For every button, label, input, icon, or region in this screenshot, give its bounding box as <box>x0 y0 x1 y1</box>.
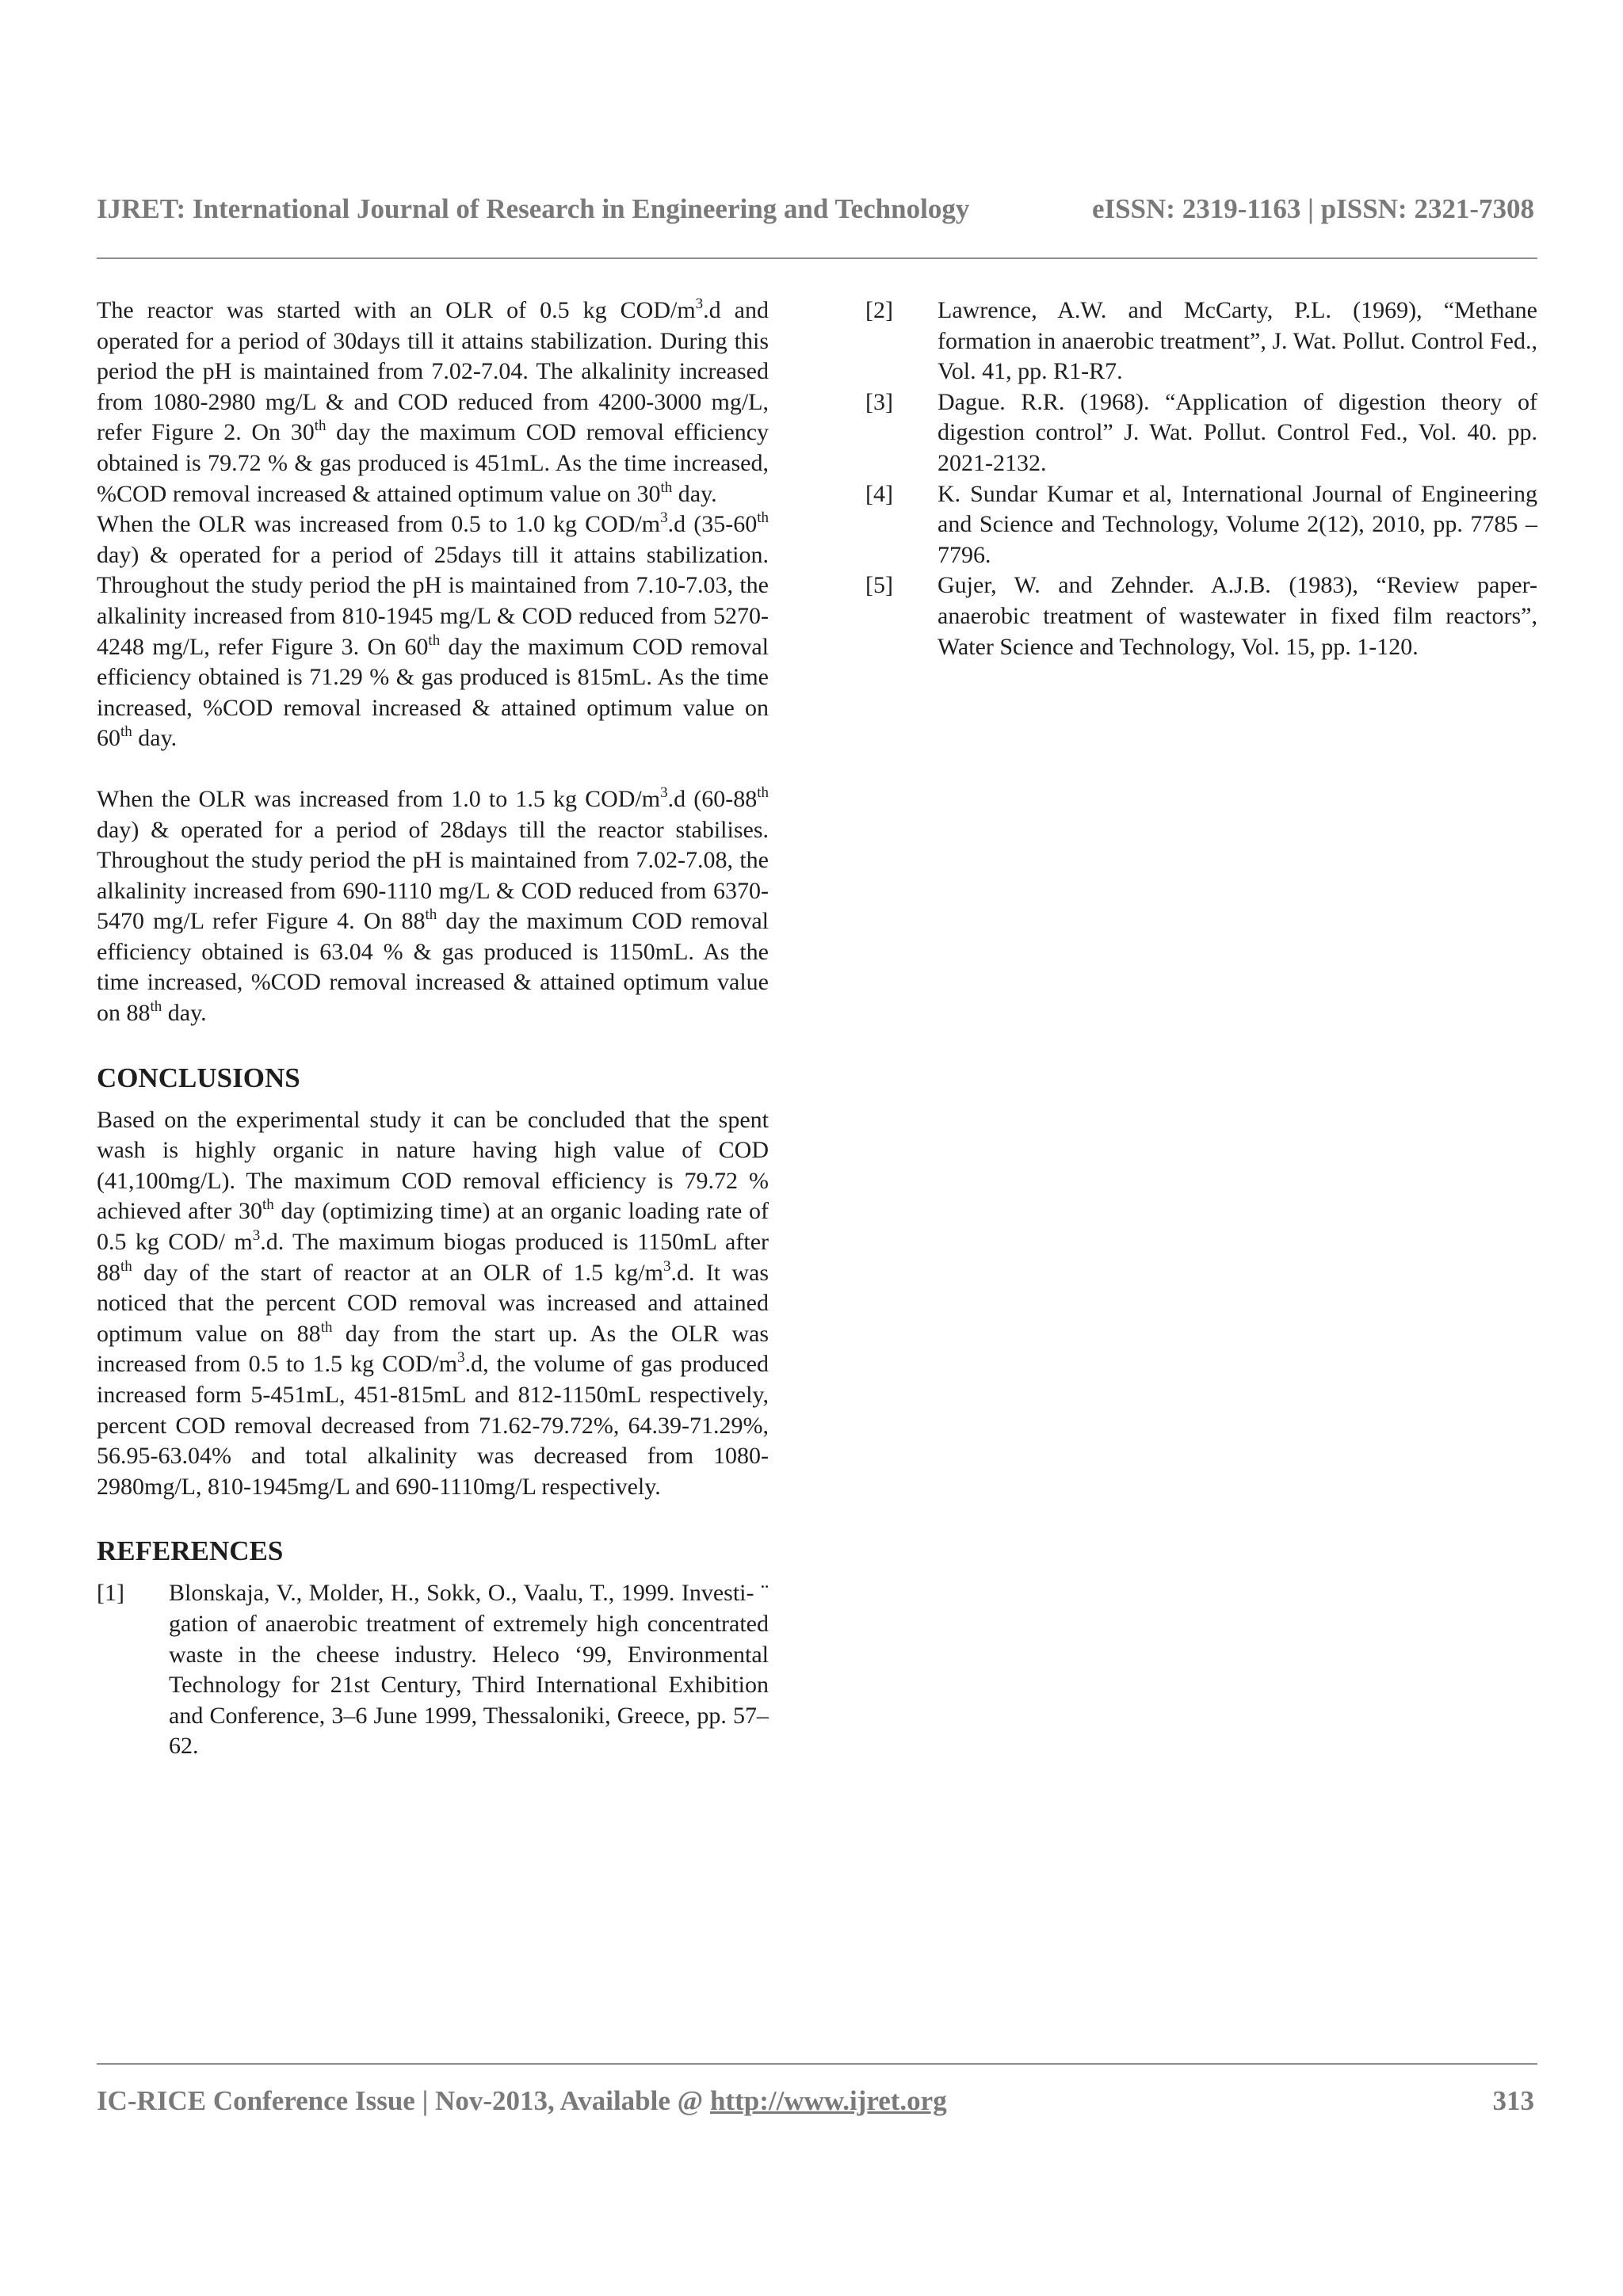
left-column <box>97 296 769 1762</box>
reference-text: Dague. R.R. (1968). “Application of digestion theory of digestion control” J. Wat. Pollut. Control Fed., Vol. 40. pp. 2021-2132. <box>938 388 1537 476</box>
conclusions-paragraph: Based on the experimental study it can be concluded that the spent wash is highly organic in nature having high value of COD (41,100mg/L). The maximum COD removal efficiency is 79.72 % achieved after 30th day (optimizing time) at an organic loading rate of 0.5 kg COD/ $m^3.d$. The maximum biogas produced is 1150mL after 88th day of the start of reactor at an OLR of 1.5 $kg/m^3.d$. It was noticed that the percent COD removal was increased and attained optimum value on 88th day from the start up. As the OLR was increased from 0.5 to 1.5 kg COD/$m^3.d$, the volume of gas produced increased form 5-451mL, 451-815mL and 812-1150mL respectively, percent COD removal decreased from 71.62-79.72%, 64.39-71.29%, 56.95-63.04% and total alkalinity was decreased from 1080-2980mg/L, 810-1945mg/L and 690-1110mg/L respectively. <box>97 1106 769 1500</box>
issn-info: eISSN: 2319-1163 | pISSN: 2321-7308 <box>1091 193 1534 224</box>
reference-number: [1] <box>97 1580 124 1607</box>
reference-text: Lawrence, A.W. and McCarty, P.L. (1969), “Methane formation in anaerobic treatment”, J. Wat. Pollut. Control Fed., Vol. 41, pp. R1-R7. <box>938 297 1537 385</box>
reference-item <box>97 1578 769 1762</box>
reference-number: [2] <box>865 297 893 323</box>
running-header <box>97 193 1534 225</box>
footer-conference: IC-RICE Conference Issue | Nov-2013, Available @ http://www.ijret.org <box>97 2085 947 2116</box>
references-heading: REFERENCES <box>97 1535 284 1567</box>
reference-text: Gujer, W. and Zehnder. A.J.B. (1983), “Review paper-anaerobic treatment of wastewater in fixed film reactors”, Water Science and Technology, Vol. 15, pp. 1-120. <box>938 572 1537 660</box>
page-number: 313 <box>1492 2085 1534 2116</box>
reference-number: [3] <box>865 388 893 415</box>
reference-text: Blonskaja, V., Molder, H., Sokk, O., Vaalu, T., 1999. Investi- ¨ gation of anaerobic treatment of extremely high concentrated waste in the cheese industry. Heleco ‘99, Environmental Technology for 21st Century, Third International Exhibition and Conference, 3–6 June 1999, Thessaloniki, Greece, pp. 57–62. <box>169 1580 769 1760</box>
running-footer <box>97 2085 1534 2117</box>
header-rule <box>97 257 1537 259</box>
reference-number: [5] <box>865 572 893 599</box>
reference-item <box>865 387 1537 479</box>
paragraph-olr-0-5: The reactor was started with an OLR of 0.5 kg COD/$m^3.d$ and operated for a period of 30days till it attains stabilization. During this period the pH is maintained from 7.02-7.04. The alkalinity increased from 1080-2980 mg/L & and COD reduced from 4200-3000 mg/L, refer Figure 2. On 30th day the maximum COD removal efficiency obtained is 79.72 % & gas produced is 451mL. As the time increased, %COD removal increased & attained optimum value on 30th day. <box>97 296 769 507</box>
reference-item <box>865 296 1537 387</box>
conclusions-heading: CONCLUSIONS <box>97 1062 300 1093</box>
right-column <box>865 296 1537 662</box>
reference-item <box>865 479 1537 571</box>
paragraph-olr-1-0: When the OLR was increased from 0.5 to 1.0 kg COD/$m^3.d$ (35-60th day) & operated for a period of 25days till it attains stabilization. Throughout the study period the pH is maintained from 7.10-7.03, the alkalinity increased from 810-1945 mg/L & COD reduced from 5270-4248 mg/L, refer Figure 3. On 60th day the maximum COD removal efficiency obtained is 71.29 % & gas produced is 815mL. As the time increased, %COD removal increased & attained optimum value on 60th day. <box>97 509 769 752</box>
reference-text: K. Sundar Kumar et al, International Journal of Engineering and Science and Technology, Volume 2(12), 2010, pp. 7785 – 7796. <box>938 480 1537 568</box>
journal-website-link[interactable]: http://www.ijret.org <box>709 2085 947 2116</box>
journal-title: IJRET: International Journal of Research in Engineering and Technology <box>97 193 970 224</box>
reference-item <box>865 570 1537 662</box>
reference-number: [4] <box>865 480 893 507</box>
paragraph-olr-1-5: When the OLR was increased from 1.0 to 1.5 kg COD/$m^3.d$ (60-88th day) & operated for a period of 28days till the reactor stabilises. Throughout the study period the pH is maintained from 7.02-7.08, the alkalinity increased from 690-1110 mg/L & COD reduced from 6370-5470 mg/L refer Figure 4. On 88th day the maximum COD removal efficiency obtained is 63.04 % & gas produced is 1150mL. As the time increased, %COD removal increased & attained optimum value on 88th day. <box>97 784 769 1027</box>
footer-rule <box>97 2063 1537 2065</box>
